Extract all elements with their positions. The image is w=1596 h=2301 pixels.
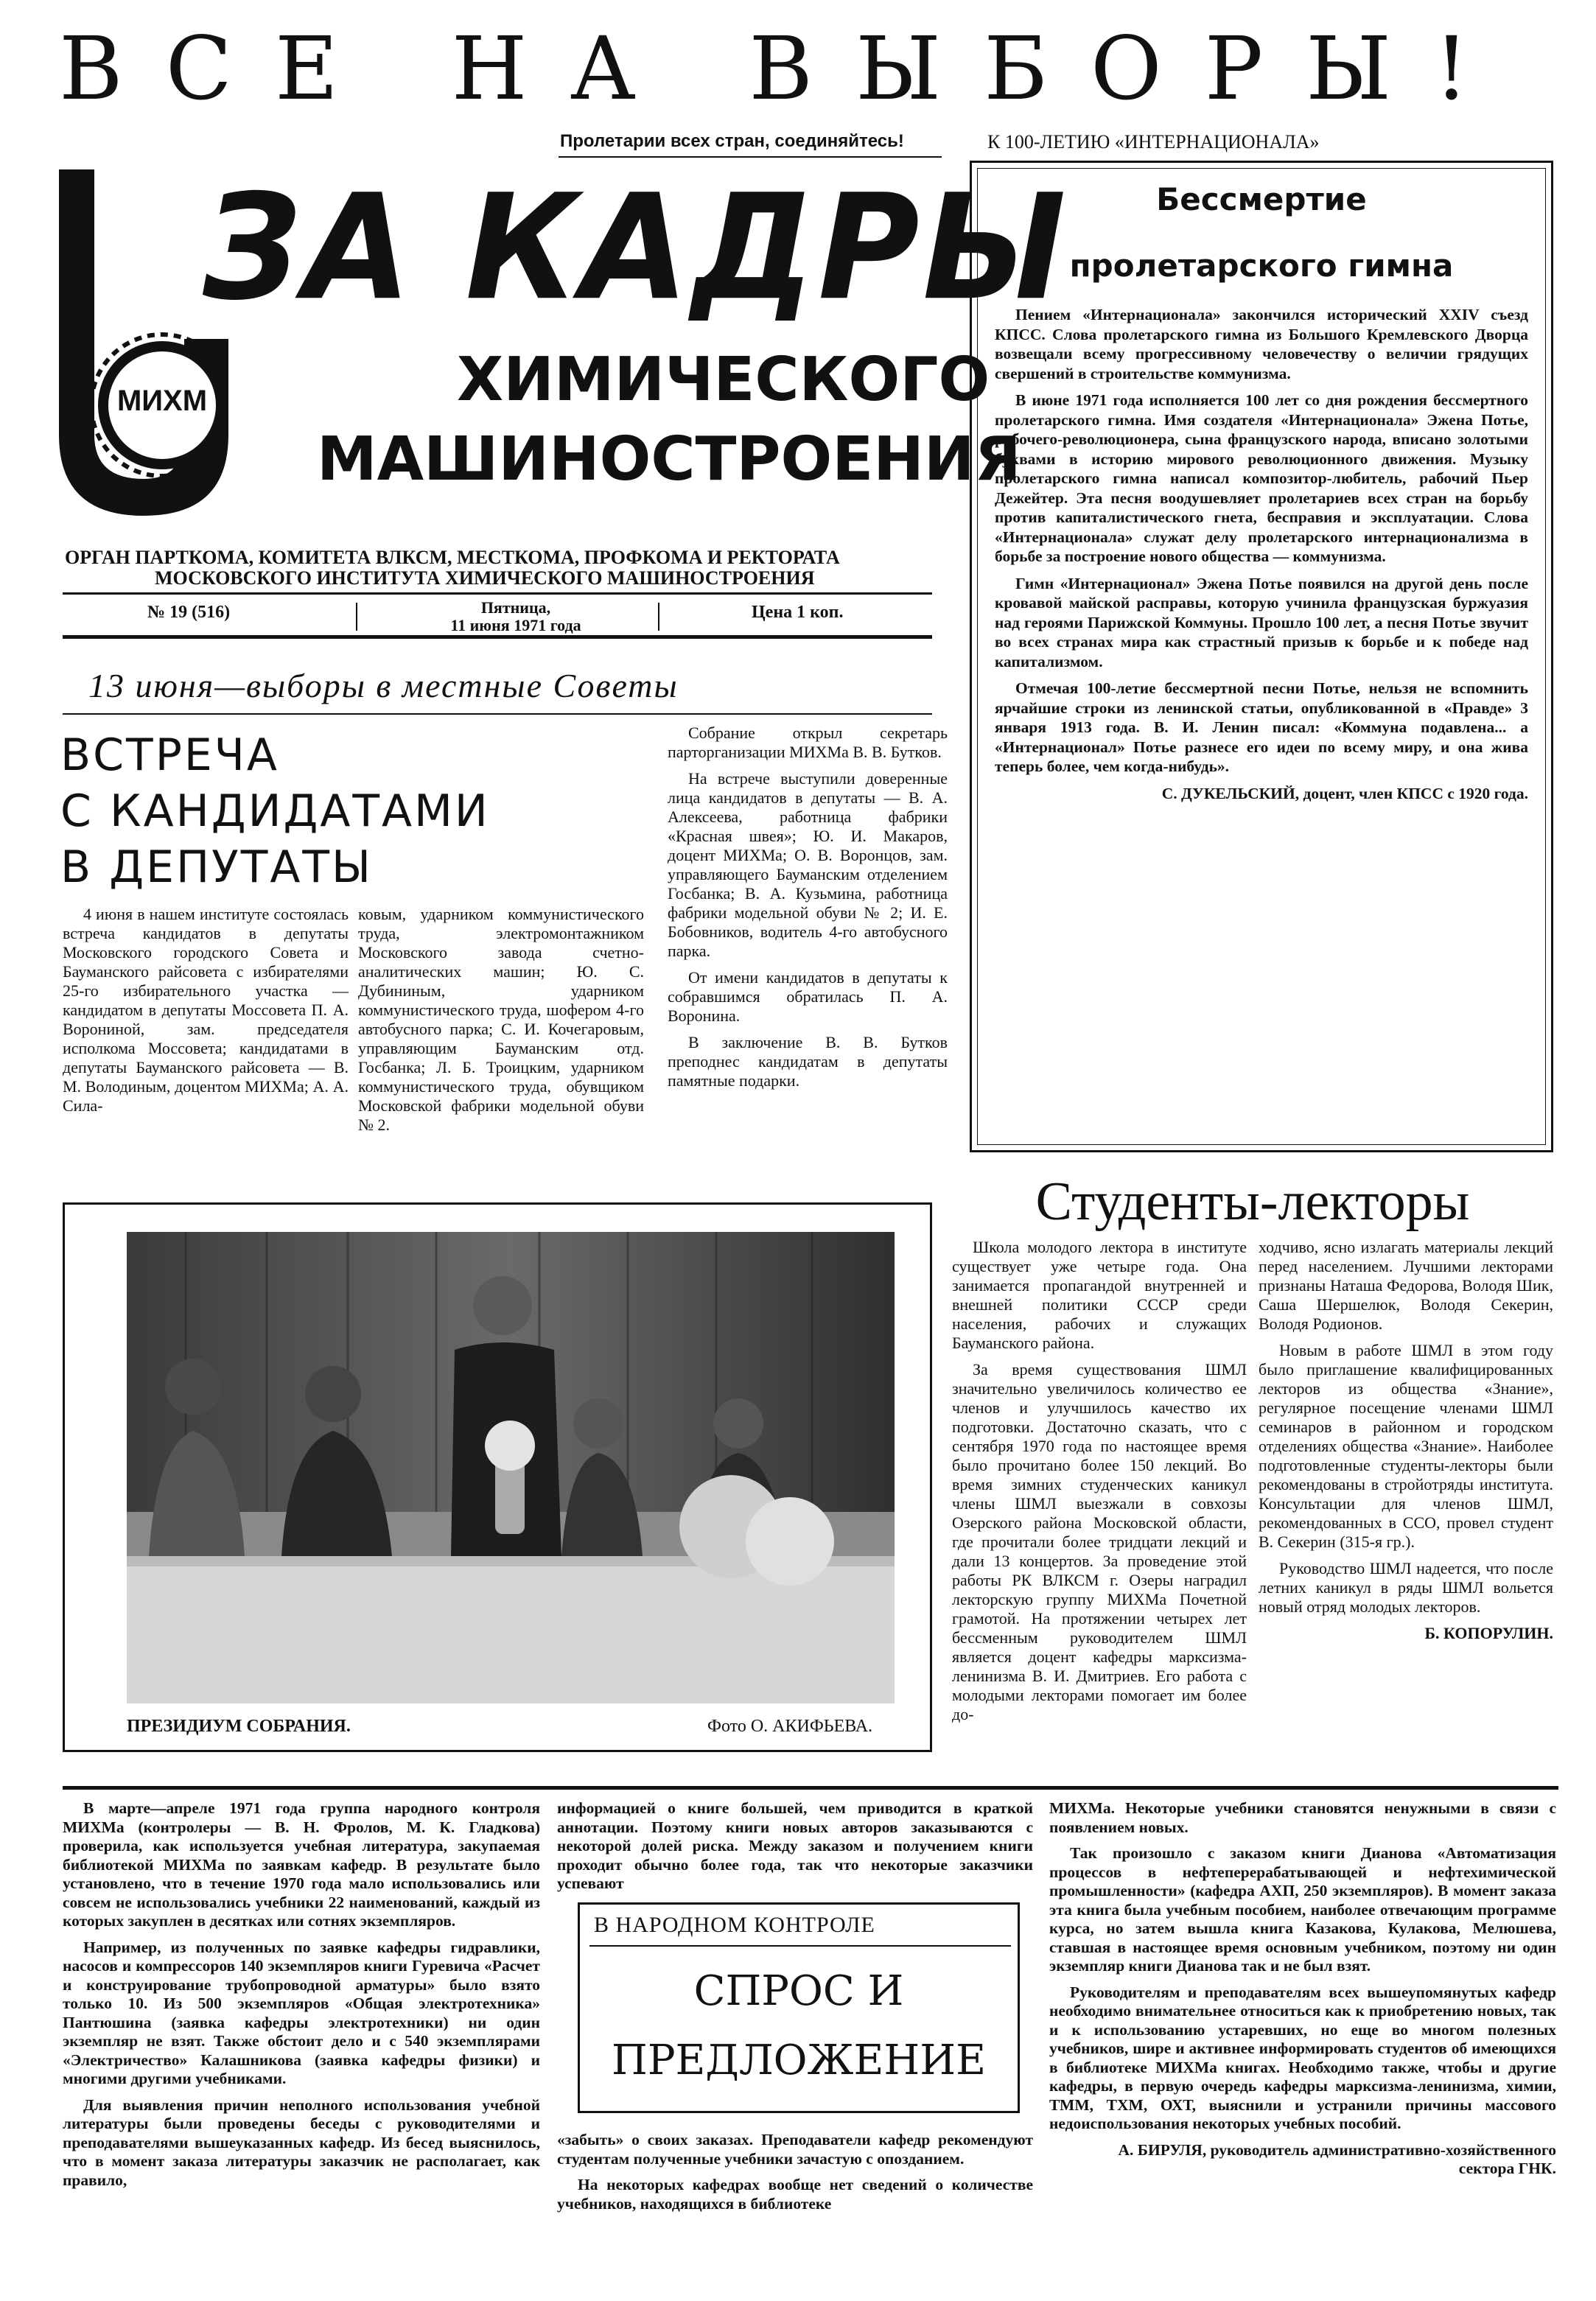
elections-col-3 (668, 724, 948, 1098)
photo-credit: Фото О. АКИФЬЕВА. (707, 1717, 873, 1736)
control-paragraph-8: Так произошло с заказом книги Дианова «Автоматизация процессов в нефтеперерабатывающей и нефтехимической промышленности» (кафедра АХП, 250 экземпляров). В момент заказа эта книга была учебным пособием, наиболее отвечающим программе курса, но затем вышла книга Казакова, Кулакова, Мелюшева, ставшая в настоящее время основным учебником, поэтому ни один экземпляр книги Дианова так и не был взят. (1049, 1844, 1556, 1975)
organ-line-2: МОСКОВСКОГО ИНСТИТУТА ХИМИЧЕСКОГО МАШИНОСТРОЕНИЯ (155, 567, 815, 589)
presidium-photo (127, 1232, 895, 1703)
anthem-signature: С. ДУКЕЛЬСКИЙ, доцент, член КПСС с 1920 года. (1161, 784, 1528, 802)
control-paragraph-2: Например, из полученных по заявке кафедры гидравлики, насосов и компрессоров 140 экземпляров книги Гуревича «Расчет и конструирование трубопроводной арматуры» было взято только 10. Из 500 экземпляров «Общая электротехника» Пантюшина (заявка кафедры электротехники) ни один экземпляр не взят. Также обстоит дело и с 540 экземплярами «Электричество» Калашникова (заявка кафедры физики) и многими другими учебниками. (63, 1938, 540, 2087)
anthem-title-2: пролетарского гимна (1069, 248, 1454, 284)
price: Цена 1 коп. (752, 603, 844, 622)
control-paragraph-3: Для выявления причин неполного использования учебной литературы были проведены беседы с руководителями и преподавателями вышеуказанных кафедр. Из бесед выяснилось, что в момент заказа литературы заказчик не располагает, как правило, (63, 2095, 540, 2189)
anthem-paragraph-4: Отмечая 100-летие бессмертной песни Потье, нельзя не вспомнить ярчайшие строки из ленинской статьи, опубликованной в «Правде» 3 января 1913 года. В. И. Ленин писал: «Коммуна подавлена... а «Интернационал» Потье разнесе его идеи по всему миру, и она жива теперь более, чем когда-нибудь». (995, 679, 1528, 775)
lecturers-col-2 (1259, 1238, 1553, 1650)
lecturers-paragraph-3: ходчиво, ясно излагать материалы лекций перед населением. Лучшими лекторами признаны Наташа Федорова, Володя Шик, Саша Шершелюк, Володя Секерин, Володя Родионов. (1259, 1238, 1553, 1333)
control-col-1 (63, 1799, 540, 2197)
anthem-kicker: К 100-ЛЕТИЮ «ИНТЕРНАЦИОНАЛА» (987, 131, 1320, 153)
elections-paragraph-6: В заключение В. В. Бутков преподнес кандидатам в депутаты памятные подарки. (668, 1033, 948, 1090)
lecturers-signature: Б. КОПОРУЛИН. (1424, 1624, 1553, 1642)
bottom-section-rule (63, 1786, 1558, 1790)
lecturers-paragraph-1: Школа молодого лектора в институте существует уже четыре года. Она занимается пропагандой внутренней и внешней политики СССР среди населения, рабочих и служащих Бауманского района. (952, 1238, 1247, 1352)
control-paragraph-7: МИХМа. Некоторые учебники становятся ненужными в связи с появлением новых. (1049, 1799, 1556, 1836)
elections-title-1: ВСТРЕЧА (60, 729, 279, 781)
elections-paragraph-4: На встрече выступили доверенные лица кандидатов в депутаты — В. А. Алексеева, работница фабрики «Красная швея»; Ю. И. Макаров, доцент МИХМа; О. В. Воронцов, зам. управляющего Бауманским отделением Госбанка; В. А. Кузьмина, работница фабрики модельной обуви № 2; И. Е. Бобовников, водитель 4-го автобусного парка. (668, 769, 948, 960)
control-paragraph-9: Руководителям и преподавателям всех вышеупомянутых кафедр необходимо внимательнее относиться как к приобретению новых, так и к использованию устаревших, но еще во многом полезных учебников, шире и активнее информировать студентов об имеющихся в библиотеке МИХМа книгах. Необходимо также, чтобы и другие кафедры, в первую очередь кафедры марксизма-ленинизма, химии, ТММ, ТХМ, ОХТ, выяснили и устранили причины массового недоиспользования некоторых учебных пособий. (1049, 1983, 1556, 2132)
control-signature: А. БИРУЛЯ, руководитель административно-хозяйственного сектора ГНК. (1118, 2140, 1556, 2177)
slogan-underline (559, 156, 942, 158)
elections-paragraph-3: Собрание открыл секретарь парторганизации МИХМа В. В. Бутков. (668, 724, 948, 761)
control-paragraph-1: В марте—апреле 1971 года группа народного контроля МИХМа (контролеры — В. Н. Фролов, М. К. Гладкова) проверила, как используется учебная литература, закупаемая библиотекой МИХМа по заявкам кафедр. В результате было установлено, что в течение 1970 года мало использовались или совсем не использовались учебники 22 наименований, каждый из которых закуплен в десятках или сотнях экземпляров. (63, 1799, 540, 1930)
organ-line-1: ОРГАН ПАРТКОМА, КОМИТЕТА ВЛКСМ, МЕСТКОМА, ПРОФКОМА И РЕКТОРАТА (65, 547, 840, 568)
control-paragraph-5: «забыть» о своих заказах. Преподаватели кафедр рекомендуют студентам полученные учебники зачастую с опозданием. (557, 2131, 1033, 2168)
elections-title-2: С КАНДИДАТАМИ (60, 785, 490, 837)
anthem-body (995, 305, 1528, 810)
control-paragraph-4: информацией о книге большей, чем приводится в краткой аннотации. Поэтому книги новых авторов заказываются с некоторой долей риска. Между заказом и получением книги проходит обычно более года, так что некоторые заказчики успевают (557, 1799, 1033, 1892)
masthead-title: ЗА КАДРЫ (203, 163, 1069, 333)
elections-kicker-rule (63, 713, 932, 715)
lecturers-paragraph-4: Новым в работе ШМЛ в этом году было приглашение квалифицированных лекторов из общества «Знание», регулярное посещение членами ШМЛ семинаров в районном и городском отделениях общества «Знание». Наиболее подготовленные студенты-лекторы были рекомендованы в стройотряды института. Консультации для членов ШМЛ, рекомендованных в ССО, провел студент В. Секерин (315-я гр.). (1259, 1341, 1553, 1551)
elections-col-2 (358, 905, 644, 1142)
elections-kicker: 13 июня—выборы в местные Советы (88, 667, 679, 704)
election-banner: ВСЕ НА ВЫБОРЫ! (59, 18, 1512, 119)
anthem-paragraph-3: Гимн «Интернационал» Эжена Потье появился на другой день после кровавой майской расправы, которую учинила французская буржуазия над героями Парижской Коммуны. Прошло 100 лет, а песня Потье звучит во всех странах мира как страстный призыв к борьбе и к победе над капитализмом. (995, 574, 1528, 670)
masthead-subtitle-2: МАШИНОСТРОЕНИЯ (317, 424, 1021, 494)
masthead-subtitle-1: ХИМИЧЕСКОГО (457, 345, 990, 415)
anthem-paragraph-2: В июне 1971 года исполняется 100 лет со дня рождения бессмертного пролетарского гимна. Имя создателя «Интернационала» Эжена Потье, рабочего-революционера, сына французского народа, вписано золотыми буквами в историю мирового революционного движения. Музыку пролетарского гимна написал композитор-любитель, рабочий Пьер Дежейтер. Эта песня воодушевляет пролетариев всех стран на борьбу против капиталистического гнета, бесправия и эксплуатации. Слова «Интернационала» служат делу пролетарского интернационализма в борьбе за построение нового общества — коммунизма. (995, 391, 1528, 565)
issue-divider-1 (356, 603, 357, 631)
lecturers-title: Студенты-лекторы (1035, 1171, 1470, 1232)
issue-divider-2 (658, 603, 659, 631)
control-paragraph-6: На некоторых кафедрах вообще нет сведений о количестве учебников, находящихся в библиотеке (557, 2176, 1033, 2213)
organ-rule (63, 592, 932, 595)
issue-day: Пятница, (480, 598, 551, 617)
lecturers-paragraph-2: За время существования ШМЛ значительно увеличилось количество ее членов и улучшилось качество их подготовки. Достаточно сказать, что с сентября 1970 года по настоящее время было прочитано более 150 лекций. Во время зимних студенческих каникул члены ШМЛ выезжали в совхозы Озерского района Московской области, где прочитали более тридцати лекций и дали 13 концертов. За проведение этой работы РК ВЛКСМ г. Озеры наградил лекторскую группу МИХМа Почетной грамотой. На протяжении четырех лет бессменным руководителем ШМЛ является доцент кафедры марксизма-ленинизма В. И. Дмитриев. Его работа с молодыми лекторами помогает им более до- (952, 1360, 1247, 1723)
lecturers-col-1 (952, 1238, 1247, 1731)
logo-text: МИХМ (116, 385, 208, 417)
elections-paragraph-5: От имени кандидатов в депутаты к собравшимся обратилась П. А. Воронина. (668, 968, 948, 1025)
anthem-title-1: Бессмертие (1156, 181, 1367, 217)
lecturers-paragraph-5: Руководство ШМЛ надеется, что после летних каникул в ряды ШМЛ вольется новый отряд молодых лекторов. (1259, 1559, 1553, 1616)
control-col-2-bottom (557, 2131, 1033, 2221)
control-col-3 (1049, 1799, 1556, 2186)
issue-rule (63, 635, 932, 639)
photo-caption: ПРЕЗИДИУМ СОБРАНИЯ. (127, 1717, 351, 1736)
control-title-2: ПРЕДЛОЖЕНИЕ (612, 2036, 986, 2084)
elections-paragraph-2: ковым, ударником коммунистического труда, электромонтажником Московского завода счетно-аналитических машин; Ю. С. Дубининым, ударником коммунистического труда, шофером 4-го автобусного парка; С. И. Кочегаровым, управляющим Бауманским отд. Госбанка; Л. Б. Троицким, ударником коммунистического труда, обувщиком Московской фабрики модельной обуви № 2. (358, 905, 644, 1134)
control-col-2-top (557, 1799, 1033, 1901)
control-title-1: СПРОС И (693, 1967, 904, 2015)
issue-date: 11 июня 1971 года (450, 616, 581, 634)
elections-title-3: В ДЕПУТАТЫ (60, 841, 373, 893)
elections-col-1 (63, 905, 349, 1123)
elections-paragraph-1: 4 июня в нашем институте состоялась встреча кандидатов в депутаты Московского городского Совета и Бауманского райсовета с избирателями 25-го избирательного участка — кандидатом в депутаты Моссовета П. А. Ворониной, зам. председателя исполкома Моссовета; кандидатами в депутаты Бауманского райсовета — В. М. Володиным, доцентом МИХМа; А. А. Сила- (63, 905, 349, 1115)
slogan: Пролетарии всех стран, соединяйтесь! (560, 131, 904, 151)
issue-number: № 19 (516) (147, 603, 231, 622)
control-kicker-rule (589, 1945, 1011, 1947)
control-kicker: В НАРОДНОМ КОНТРОЛЕ (594, 1913, 875, 1937)
anthem-paragraph-1: Пением «Интернационала» закончился исторический XXIV съезд КПСС. Слова пролетарского гимна из Большого Кремлевского Дворца возвещали всему прогрессивному человечеству о величии грядущих свершений в строительстве коммунизма. (995, 306, 1528, 382)
